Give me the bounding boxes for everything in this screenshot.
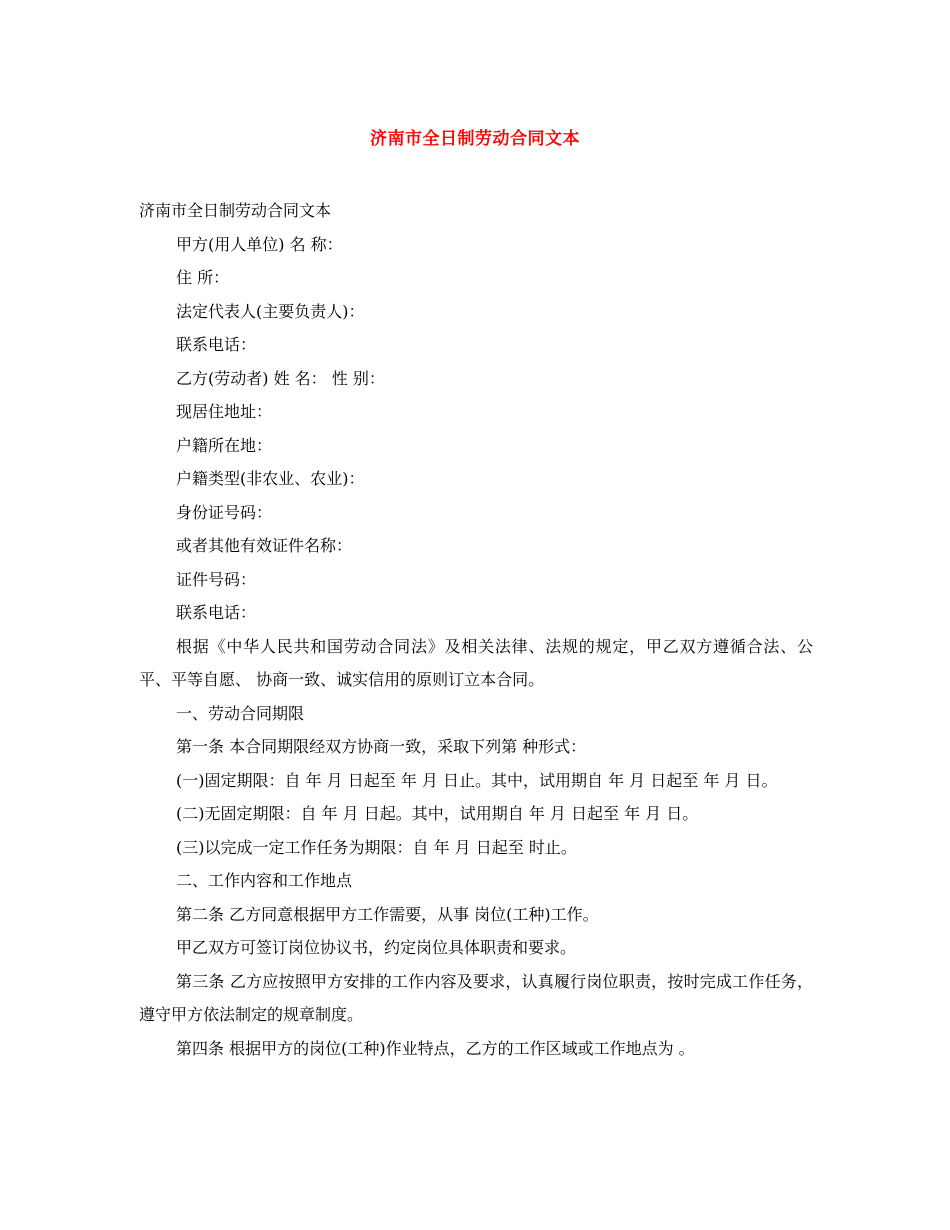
document-title: 济南市全日制劳动合同文本 bbox=[370, 129, 580, 149]
other-certificate-name-line: 或者其他有效证件名称： bbox=[176, 536, 353, 555]
task-based-term-clause: (三)以完成一定工作任务为期限：自 年 月 日起至 时止。 bbox=[176, 837, 577, 857]
party-a-address-line: 住 所： bbox=[176, 268, 230, 287]
document-body bbox=[139, 194, 813, 1065]
household-registration-type-line: 户籍类型(非农业、农业)： bbox=[176, 469, 365, 488]
preamble-paragraph: 根据《中华人民共和国劳动合同法》及相关法律、法规的规定，甲乙双方遵循合法、公平、平等自愿、 协商一致、诚实信用的原则订立本合同。 bbox=[139, 636, 813, 689]
article-1: 第一条 本合同期限经双方协商一致，采取下列第 种形式： bbox=[176, 737, 587, 756]
party-b-name-gender-line: 乙方(劳动者) 姓 名： 性 别： bbox=[176, 368, 385, 388]
body-heading-line: 济南市全日制劳动合同文本 bbox=[139, 201, 332, 220]
legal-representative-line: 法定代表人(主要负责人)： bbox=[176, 301, 365, 321]
party-b-phone-line: 联系电话： bbox=[176, 603, 257, 622]
id-number-line: 身份证号码： bbox=[176, 502, 273, 522]
party-a-phone-line: 联系电话： bbox=[176, 335, 257, 354]
party-b-current-address-line: 现居住地址： bbox=[176, 402, 273, 421]
household-registration-place-line: 户籍所在地： bbox=[176, 435, 273, 455]
fixed-term-clause: (一)固定期限：自 年 月 日起至 年 月 日止。其中，试用期自 年 月 日起至 年 月 日。 bbox=[176, 770, 778, 790]
party-a-name-line: 甲方(用人单位) 名 称： bbox=[176, 234, 343, 254]
job-agreement-note: 甲乙双方可签订岗位协议书，约定岗位具体职责和要求。 bbox=[176, 938, 577, 957]
article-3: 第三条 乙方应按照甲方安排的工作内容及要求，认真履行岗位职责，按时完成工作任务，遵守甲方依法制定的规章制度。 bbox=[139, 971, 813, 1024]
article-2: 第二条 乙方同意根据甲方工作需要，从事 岗位(工种)工作。 bbox=[176, 904, 599, 924]
open-ended-term-clause: (二)无固定期限：自 年 月 日起。其中，试用期自 年 月 日起至 年 月 日。 bbox=[176, 804, 699, 823]
article-4: 第四条 根据甲方的岗位(工种)作业特点，乙方的工作区域或工作地点为 。 bbox=[176, 1038, 695, 1058]
section-heading-contract-term: 一、劳动合同期限 bbox=[176, 703, 305, 723]
section-heading-work-content: 二、工作内容和工作地点 bbox=[176, 871, 353, 890]
certificate-number-line: 证件号码： bbox=[176, 569, 257, 589]
